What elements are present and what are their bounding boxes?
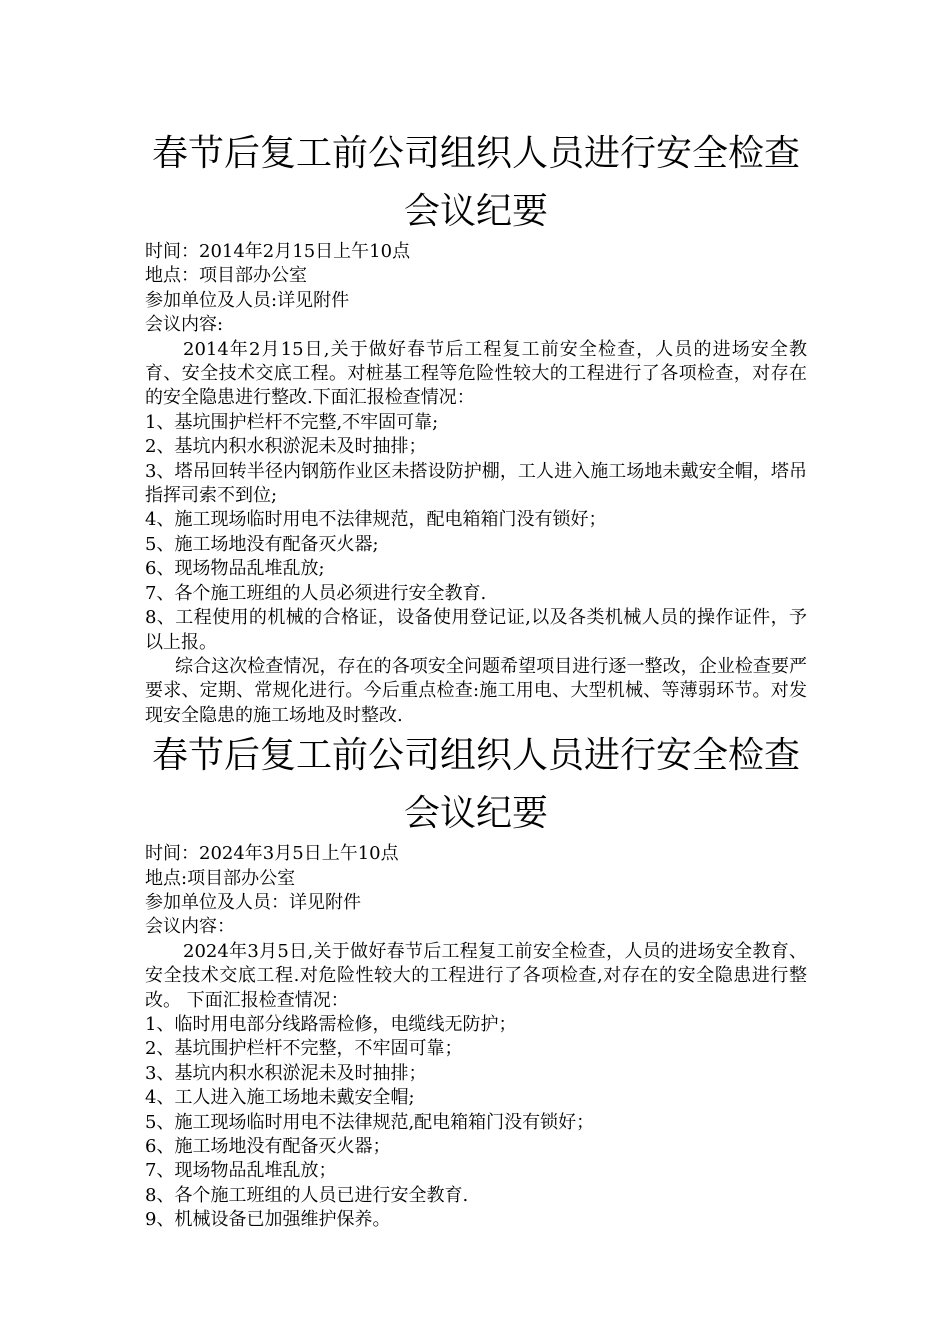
meeting-intro: 2014年2月15日,关于做好春节后工程复工前安全检查，人员的进场安全教育、安全技术交底工程。对桩基工程等危险性较大的工程进行了各项检查，对存在的安全隐患进行整改.下面汇报检查情况：	[145, 338, 807, 409]
meeting-time: 时间：2024年3月5日上午10点	[145, 843, 399, 865]
meeting-title-line1: 春节后复工前公司组织人员进行安全检查	[151, 133, 800, 174]
meeting-place: 地点：项目部办公室	[145, 265, 307, 287]
inspection-item: 9、机械设备已加强维护保养。	[145, 1209, 391, 1231]
meeting-attendees: 参加单位及人员:详见附件	[145, 289, 350, 311]
meeting-place: 地点:项目部办公室	[145, 867, 296, 889]
meeting-time: 时间：2014年2月15日上午10点	[145, 241, 411, 262]
inspection-item: 8、工程使用的机械的合格证，设备使用登记证,以及各类机械人员的操作证件，予以上报。	[145, 607, 807, 653]
inspection-item: 3、基坑内积水积淤泥未及时抽排；	[145, 1062, 427, 1084]
inspection-item: 1、临时用电部分线路需检修，电缆线无防护；	[145, 1013, 517, 1035]
meeting-content-label: 会议内容:	[145, 314, 224, 336]
meeting-summary: 综合这次检查情况，存在的各项安全问题希望项目进行逐一整改，企业检查要严要求、定期、常规化进行。今后重点检查:施工用电、大型机械、等薄弱环节。对发现安全隐患的施工场地及时整改.	[145, 655, 807, 726]
meeting-minutes-2014	[145, 126, 807, 728]
inspection-item: 4、工人进入施工场地未戴安全帽;	[145, 1087, 415, 1109]
meeting-title-line1: 春节后复工前公司组织人员进行安全检查	[151, 735, 800, 777]
inspection-item: 4、施工现场临时用电不法律规范，配电箱箱门没有锁好；	[145, 509, 607, 531]
inspection-item: 3、塔吊回转半径内钢筋作业区未搭设防护棚，工人进入施工场地未戴安全帽，塔吊指挥司索不到位;	[145, 460, 807, 507]
meeting-title-line2: 会议纪要	[403, 793, 548, 835]
inspection-item: 5、施工场地没有配备灭火器;	[145, 533, 379, 555]
inspection-item: 1、基坑围护栏杆不完整,不牢固可靠;	[145, 411, 439, 433]
inspection-item: 8、各个施工班组的人员已进行安全教育.	[145, 1184, 469, 1206]
inspection-item: 5、施工现场临时用电不法律规范,配电箱箱门没有锁好；	[145, 1111, 595, 1133]
inspection-item: 7、各个施工班组的人员必须进行安全教育.	[145, 582, 487, 604]
meeting-content-label: 会议内容：	[145, 916, 235, 938]
meeting-minutes-2024	[145, 728, 807, 1233]
inspection-item: 2、基坑内积水积淤泥未及时抽排；	[145, 436, 427, 458]
inspection-item: 7、现场物品乱堆乱放；	[145, 1160, 337, 1182]
meeting-intro: 2024年3月5日,关于做好春节后工程复工前安全检查，人员的进场安全教育、安全技术交底工程.对危险性较大的工程进行了各项检查,对存在的安全隐患进行整改。 下面汇报检查情况：	[145, 940, 807, 1011]
meeting-title-line2: 会议纪要	[403, 191, 548, 232]
meeting-attendees: 参加单位及人员：详见附件	[145, 891, 361, 913]
document-page	[145, 126, 807, 1233]
inspection-item: 2、基坑围护栏杆不完整，不牢固可靠；	[145, 1038, 463, 1060]
inspection-item: 6、现场物品乱堆乱放;	[145, 558, 325, 580]
inspection-item: 6、施工场地没有配备灭火器；	[145, 1136, 391, 1157]
